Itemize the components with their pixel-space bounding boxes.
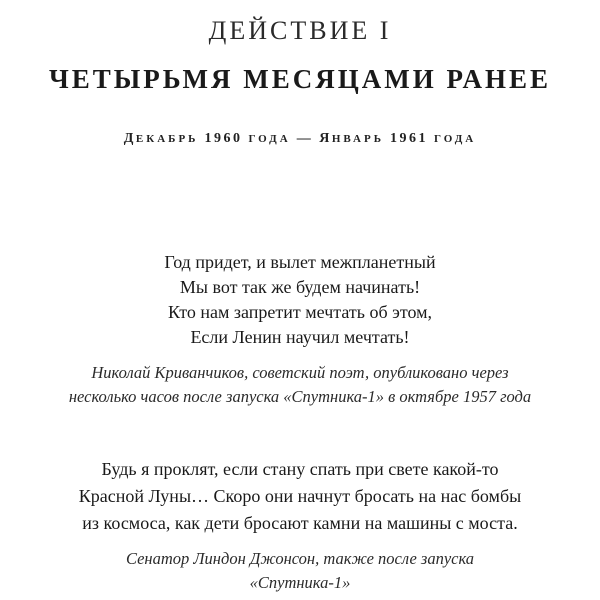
epigraph-poem: [0, 250, 600, 350]
act-heading: ДЕЙСТВИЕ I: [208, 16, 392, 45]
poem-line: Год придет, и вылет межпланетный: [164, 252, 436, 272]
quote-line: из космоса, как дети бросают камни на машины с моста.: [82, 513, 518, 533]
attribution-line: Николай Криванчиков, советский поэт, опубликовано через: [91, 363, 509, 382]
poem-line: Мы вот так же будем начинать!: [179, 277, 421, 297]
date-range: [0, 131, 600, 147]
poem-line: Кто нам запретит мечтать об этом,: [167, 302, 433, 322]
month2-rest: НВАРЬ: [331, 133, 384, 145]
month1-rest: ЕКАБРЬ: [135, 133, 199, 145]
month1-initial: Д: [123, 131, 136, 146]
date-dash: —: [296, 131, 314, 146]
epigraph-attribution: [0, 361, 600, 409]
epigraph-quote: [0, 456, 600, 537]
quote-attribution: [0, 547, 600, 595]
poem-line: Если Ленин научил мечтать!: [190, 327, 410, 347]
attribution-line: Сенатор Линдон Джонсон, также после запуска: [125, 549, 475, 568]
goda1: ГОДА: [248, 133, 291, 145]
quote-line: Красной Луны… Скоро они начнут бросать на нас бомбы: [78, 486, 522, 506]
year1: 1960: [204, 131, 243, 146]
year2: 1961: [389, 131, 428, 146]
quote-line: Будь я проклят, если стану спать при свете какой-то: [101, 459, 499, 479]
month2-initial: Я: [319, 131, 332, 146]
chapter-title: ЧЕТЫРЬМЯ МЕСЯЦАМИ РАНЕЕ: [48, 64, 552, 94]
attribution-line: «Спутника-1»: [249, 573, 351, 592]
attribution-line: несколько часов после запуска «Спутника-1» в октябре 1957 года: [68, 387, 532, 406]
goda2: ГОДА: [433, 133, 477, 145]
